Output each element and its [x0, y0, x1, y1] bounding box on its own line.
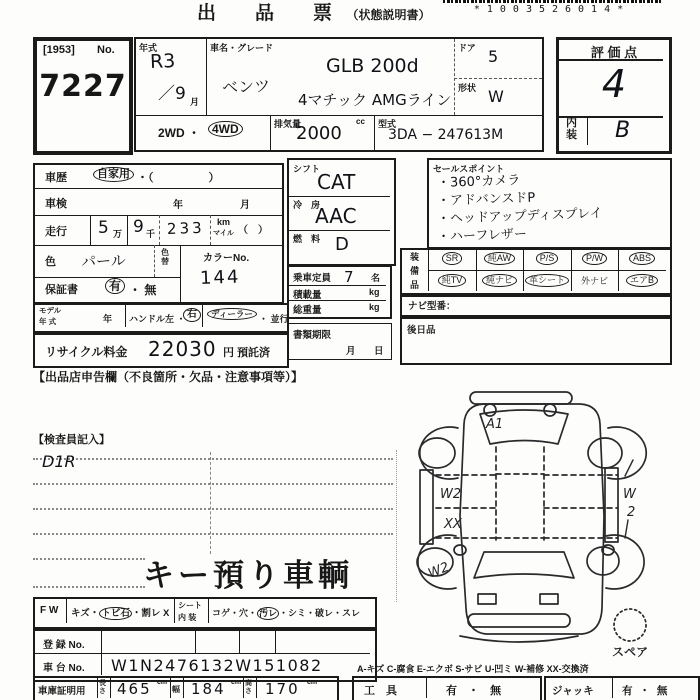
front-bumper-arc — [460, 636, 578, 642]
height-label: 高さ — [245, 680, 252, 695]
equipment-cell: 純ナビ — [476, 274, 523, 287]
handle-right-circled: 右 — [183, 308, 201, 322]
sales-point-3: ・ヘッドアップディスプレイ — [436, 206, 603, 227]
sales-point-2: ・アドバンスドP — [436, 190, 536, 209]
later-items-label: 後日品 — [407, 325, 436, 336]
colorno-value: 144 — [199, 266, 241, 289]
garage-dims-table — [33, 676, 339, 700]
load-unit: kg — [369, 287, 380, 297]
equipment-cell: ABS — [618, 252, 666, 265]
equipment-cell: エアB — [618, 274, 666, 287]
left-headlight — [478, 594, 496, 604]
page-title: 出 品 票 — [197, 3, 343, 24]
seat-label-1: シート — [178, 601, 202, 610]
score-label: 評 価 点 — [590, 45, 638, 60]
doc-deadline-box — [287, 323, 392, 360]
chassis-label: 車 台 No. — [43, 663, 85, 674]
score-value: 4 — [601, 62, 627, 106]
left-detail-table — [33, 163, 284, 304]
recolor-label: 色替 — [161, 248, 169, 266]
sales-points-box — [427, 158, 672, 249]
width-value: 184 — [191, 680, 226, 698]
damage-mark-a1: A1 — [486, 417, 504, 432]
shape-label: 形状 — [458, 83, 477, 93]
page-subtitle: （状態説明書） — [346, 8, 431, 22]
damage-legend: A-キズ C-腐食 E-エクボ S-サビ U-凹ミ W-補修 XX-交換済 — [357, 664, 589, 674]
warranty-tail: ・ 無 — [129, 283, 157, 297]
month-unit: 月 — [190, 97, 200, 107]
mileage-sen-digit: 9 — [133, 217, 144, 237]
capacity-unit: 名 — [371, 273, 381, 283]
history-label: 車歴 — [45, 172, 67, 184]
model-code-label: 型式 — [378, 119, 397, 129]
sen-unit: 千 — [146, 229, 156, 239]
mileage-paren: （ ） — [238, 225, 268, 236]
vehicle-table — [134, 37, 544, 152]
equipment-cell: P/W — [571, 252, 618, 265]
handle-left: 左 ・ — [165, 314, 186, 324]
inspector-note: D1R — [42, 452, 76, 471]
drive-2wd: 2WD ・ — [158, 126, 201, 140]
ac-label: 冷 房 — [293, 200, 321, 210]
rear-left-fender — [420, 427, 458, 479]
capacity-box — [287, 265, 392, 319]
drive-4wd-circled: 4WD — [208, 121, 243, 137]
height-unit: cm — [307, 679, 318, 686]
damage-mark-w2-front: W2 — [426, 559, 452, 582]
name-label: 車名・グレード — [210, 43, 274, 53]
mile-unit: マイル — [213, 230, 234, 237]
history-tail: ・（ ） — [137, 172, 220, 184]
dealer-tail: ・ 並行 — [259, 314, 289, 324]
width-label: 幅 — [172, 685, 180, 694]
modelyear-label-2: 年 式 — [39, 317, 57, 326]
width-unit: cm — [231, 679, 242, 686]
tool-value: 有 ・ 無 — [446, 685, 506, 697]
right-headlight — [540, 594, 558, 604]
spare-label: スペア — [612, 645, 649, 659]
recycle-value: 22030 — [148, 337, 217, 361]
registration-label: 登 録 No. — [43, 640, 85, 651]
equipment-box — [400, 248, 672, 297]
doc-day-unit: 日 — [374, 346, 384, 357]
fw-seat-row — [33, 597, 377, 629]
weight-label: 総重量 — [293, 305, 322, 316]
equipment-label: 装 備 品 — [410, 252, 420, 290]
man-unit: 万 — [113, 229, 123, 239]
shaken-month-unit: 月 — [240, 200, 250, 211]
spare-tire-circle — [614, 609, 646, 641]
barcode-number: *1003526014* — [473, 4, 631, 15]
fw-circled-item: トビ石 — [101, 608, 130, 619]
fuel-label: 燃 料 — [293, 234, 321, 244]
rack-mount-right — [544, 404, 556, 416]
recycle-box — [33, 333, 289, 368]
length-label: 長さ — [99, 680, 106, 695]
tool-table — [352, 676, 542, 700]
left-mirror — [454, 545, 466, 555]
windshield — [474, 552, 574, 578]
mileage-label: 走行 — [45, 226, 67, 238]
length-unit: cm — [157, 679, 168, 686]
shift-label: シフト — [293, 164, 321, 174]
history-value-circled: 自家用 — [93, 167, 134, 182]
equipment-cell: P/S — [523, 252, 571, 265]
doc-month-unit: 月 — [346, 346, 356, 357]
interior-label: 内装 — [566, 117, 577, 141]
sales-point-4: ・ハーフレザー — [436, 226, 528, 245]
displacement-value: 2000 — [296, 123, 342, 144]
mileage-rest-digits: 233 — [166, 218, 205, 238]
sales-points-label: セールスポイント — [433, 164, 505, 174]
dealer-circled: ディーラー — [207, 308, 257, 320]
displacement-label: 排気量 — [274, 119, 302, 129]
page-header — [197, 0, 430, 25]
modelyear-unit: 年 — [103, 314, 113, 324]
warranty-yes-circled: 有 — [105, 278, 125, 294]
mileage-man-digit: 5 — [98, 218, 109, 238]
registration-table — [33, 629, 377, 682]
rear-bumper-bar — [470, 392, 572, 404]
weight-unit: kg — [369, 302, 380, 312]
shift-value: CAT — [317, 170, 356, 194]
recycle-label: リサイクル料金 — [45, 345, 128, 359]
load-label: 積載量 — [293, 290, 322, 301]
damage-mark-2-right: 2 — [627, 505, 636, 520]
height-value: 170 — [265, 680, 300, 698]
lot-tag: [1953] — [43, 44, 75, 56]
modelyear-label-1: モデル — [39, 306, 62, 315]
model-value: GLB 200d — [326, 55, 419, 77]
chassis-value: W1N2476132W151082 — [111, 656, 323, 675]
model-code-value: 3DA − 247613M — [388, 127, 504, 143]
displacement-unit: cc — [356, 117, 365, 126]
sales-point-1: ・360°カメラ — [436, 173, 521, 191]
key-deposit-banner: キー預り車輌 — [143, 558, 353, 594]
shape-value: W — [488, 87, 504, 106]
capacity-value: 7 — [344, 268, 354, 286]
shaken-label: 車検 — [45, 198, 67, 210]
doc-deadline-label: 書類期限 — [293, 330, 332, 341]
capacity-label: 乗車定員 — [293, 273, 332, 284]
fuel-value: D — [335, 234, 349, 255]
right-mark-slash-bottom — [625, 520, 628, 538]
colorno-label: カラーNo. — [203, 253, 250, 264]
maker-value: ベンツ — [221, 76, 271, 97]
equipment-cell: 純AW — [476, 252, 523, 265]
left-side-rail — [420, 470, 433, 544]
garage-label: 車庫証明用 — [38, 686, 86, 697]
seat-condition: コゲ・穴・ 汚レ ・シミ・破レ・スレ — [212, 608, 361, 618]
jack-table — [544, 676, 700, 700]
front-bumper-bar — [468, 614, 570, 627]
jack-value: 有 ・ 無 — [622, 685, 670, 697]
door-label: ドア — [458, 43, 476, 53]
rear-right-wheel — [588, 438, 622, 468]
length-value: 465 — [117, 680, 152, 698]
navi-model-row — [400, 293, 672, 317]
door-value: 5 — [488, 47, 499, 66]
equipment-cell: SR — [428, 252, 476, 265]
equipment-cell: 革シート — [523, 274, 571, 287]
later-items-box — [400, 317, 672, 365]
km-unit: km — [217, 217, 231, 227]
lot-number: 7227 — [39, 69, 127, 104]
modelyear-row — [33, 303, 289, 333]
shift-ac-fuel-box — [287, 158, 396, 266]
recycle-unit: 円 預託済 — [223, 347, 271, 359]
lot-box — [33, 37, 133, 155]
car-damage-diagram — [396, 386, 674, 668]
rear-left-wheel — [419, 438, 455, 468]
handle-label: ハンドル — [129, 314, 166, 324]
fw-condition: キズ・ トビ石 ・割レ X — [71, 608, 170, 619]
fw-label: F W — [40, 605, 59, 616]
tool-label: 工 具 — [364, 685, 397, 697]
damage-mark-w-right: W — [623, 487, 636, 502]
damage-mark-xx-left: XX — [444, 517, 462, 532]
navi-model-label: ナビ型番： — [408, 301, 456, 312]
rack-mount-left — [484, 404, 496, 416]
seat-label-2: 内 装 — [178, 613, 197, 622]
grade-value: 4マチック AMGライン — [298, 91, 452, 109]
year-label: 年式 — [139, 43, 158, 53]
right-mark-slash-top — [625, 460, 633, 476]
car-body-outline — [460, 404, 604, 634]
lot-no-label: No. — [97, 44, 115, 56]
shaken-year-unit: 年 — [173, 200, 183, 211]
interior-value: B — [615, 118, 631, 143]
barcode-strip — [443, 0, 661, 3]
inspector-label: 【検査員記入】 — [33, 434, 110, 446]
seat-circled-item: 汚レ — [259, 608, 278, 618]
declaration-label: 【出品店申告欄（不良箇所・欠品・注意事項等）】 — [33, 370, 304, 384]
ac-value: AAC — [315, 204, 357, 228]
color-label: 色 — [45, 256, 56, 268]
year-value: R3 — [149, 50, 176, 73]
front-right-fender — [606, 535, 644, 589]
color-value: パール — [80, 251, 127, 271]
score-box — [556, 37, 672, 154]
warranty-label: 保証書 — [45, 284, 78, 296]
front-left-fender — [418, 535, 456, 589]
equipment-cell: 純TV — [428, 274, 476, 287]
equipment-cell: 外ナビ — [580, 276, 608, 286]
damage-mark-w2-left: W2 — [440, 487, 462, 502]
month-value: ／9 — [158, 84, 186, 104]
jack-label: ジャッキ — [552, 685, 594, 697]
